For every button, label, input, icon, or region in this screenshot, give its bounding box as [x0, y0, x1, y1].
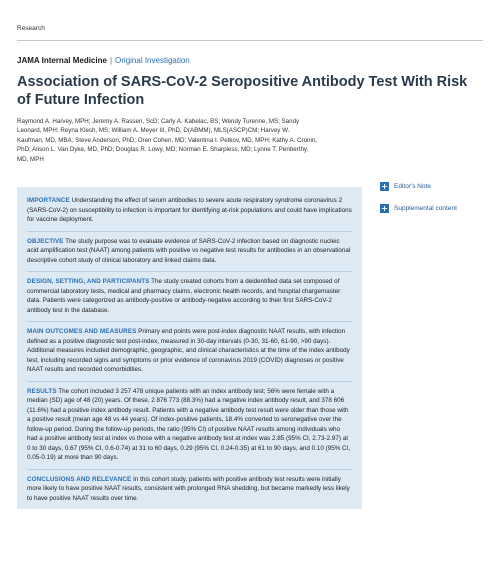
abstract-text: Primary end points were post-index diagnostic NAAT results, with infection defined as a positive diagnostic test post-index, measured in 30-day intervals (0-30, 31-60, 61-90, >90 days). Additional measures included demographic, geographic, and clinical characteristics at the time of the index antibody test, including recorded signs and symptoms or prior evidence of coronavirus 2019 (COVID) diagnoses or positive NAAT results and recorded comorbidities. [27, 328, 350, 373]
abstract-outcomes [27, 322, 352, 382]
abstract-heading: RESULTS [27, 387, 57, 395]
sidebar [380, 180, 490, 224]
supplemental-content-link[interactable] [380, 202, 490, 214]
abstract-text: The cohort included 3 257 478 unique patients with an index antibody test; 56% were female with a median (SD) age of 48 (20) years. Of these, 2 876 773 (88.3%) had a negative index antibody result, and 378 606 (11.6%) had a positive index antibody result. Patients with a negative antibody test result were older than those with a positive result (mean age 48 vs 44 years). Of index-positive patients, 18.4% converted to seronegative over the follow-up period. During the follow-up periods, the ratio (95% CI) of positive NAAT results among individuals who had a positive antibody test at index vs those with a negative antibody test at index was 2.85 (95% CI, 2.73-2.97) at 0 to 30 days, 0.67 (95% CI, 0.6-0.74) at 31 to 60 days, 0.29 (95% CI, 0.24-0.35) at 61 to 90 days, and 0.10 (95% CI, 0.05-0.19) at more than 90 days. [27, 387, 351, 461]
supplemental-content-label: Supplemental content [394, 204, 457, 212]
abstract-heading: CONCLUSIONS AND RELEVANCE [27, 475, 132, 483]
journal-name[interactable]: JAMA Internal Medicine [17, 56, 107, 65]
abstract-heading: IMPORTANCE [27, 197, 70, 204]
abstract-text: Understanding the effect of serum antibodies to severe acute respiratory syndrome coronavirus 2 (SARS-CoV-2) on susceptibility to infection is important for identifying at-risk populations and could have implications for vaccine deployment. [27, 197, 352, 223]
editors-note-label: Editor's Note [394, 182, 432, 190]
abstract-heading: MAIN OUTCOMES AND MEASURES [27, 328, 137, 335]
abstract-importance [27, 191, 352, 232]
abstract-heading: DESIGN, SETTING, AND PARTICIPANTS [27, 278, 150, 285]
abstract-objective [27, 232, 352, 273]
journal-line [17, 56, 190, 65]
plus-icon: + [381, 203, 388, 213]
abstract-results [27, 382, 352, 470]
abstract-text: The study created cohorts from a deidentified data set composed of commercial laboratory tests, medical and pharmacy claims, electronic health records, and hospital chargemaster data. Patients were categorized as antibody-positive or antibody-negative according to their first SARS-CoV-2 antibody test in the database. [27, 278, 341, 314]
header-divider [17, 40, 483, 41]
author-list: Raymond A. Harvey, MPH; Jeremy A. Rassen, ScD; Carly A. Kabelac, BS; Wendy Turenne, MS; Sandy Leonard, MPH; Reyna Klesh, MS; William A. Meyer III, PhD, D(ABMM), MLS(ASCP)CM; Harvey W. Kaufman, MD, MBA; Steve Anderson, PhD; Oren Cohen, MD; Valentina I. Petkov, MD, MPH; Kathy A. Cronin, PhD; Alison L. Van Dyke, MD, PhD; Douglas R. Lowy, MD; Norman E. Sharpless, MD; Lynne T. Penberthy, MD, MPH [17, 118, 317, 163]
abstract-box [17, 187, 362, 509]
abstract-heading: OBJECTIVE [27, 237, 64, 245]
abstract-text: In this cohort study, patients with positive antibody test results were initially more likely to have positive NAAT results, consistent with prolonged RNA shedding, but became markedly less likely to have positive NAAT results over time. [27, 475, 350, 502]
article-title: Association of SARS-CoV-2 Seropositive Antibody Test With Risk of Future Infection [17, 74, 468, 108]
editors-note-link[interactable] [380, 180, 490, 192]
abstract-text: The study purpose was to evaluate evidence of SARS-CoV-2 infection based on diagnostic nucleic acid amplification test (NAAT) among patients with positive vs negative test results for antibodies in an observational descriptive cohort study of clinical laboratory and linked claims data. [27, 237, 351, 264]
section-label: Research [17, 25, 45, 32]
journal-separator: | [109, 56, 113, 65]
article-type-link[interactable]: Original Investigation [115, 56, 190, 65]
plus-icon: + [381, 181, 388, 191]
abstract-conclusions [27, 470, 352, 510]
abstract-design [27, 272, 352, 322]
